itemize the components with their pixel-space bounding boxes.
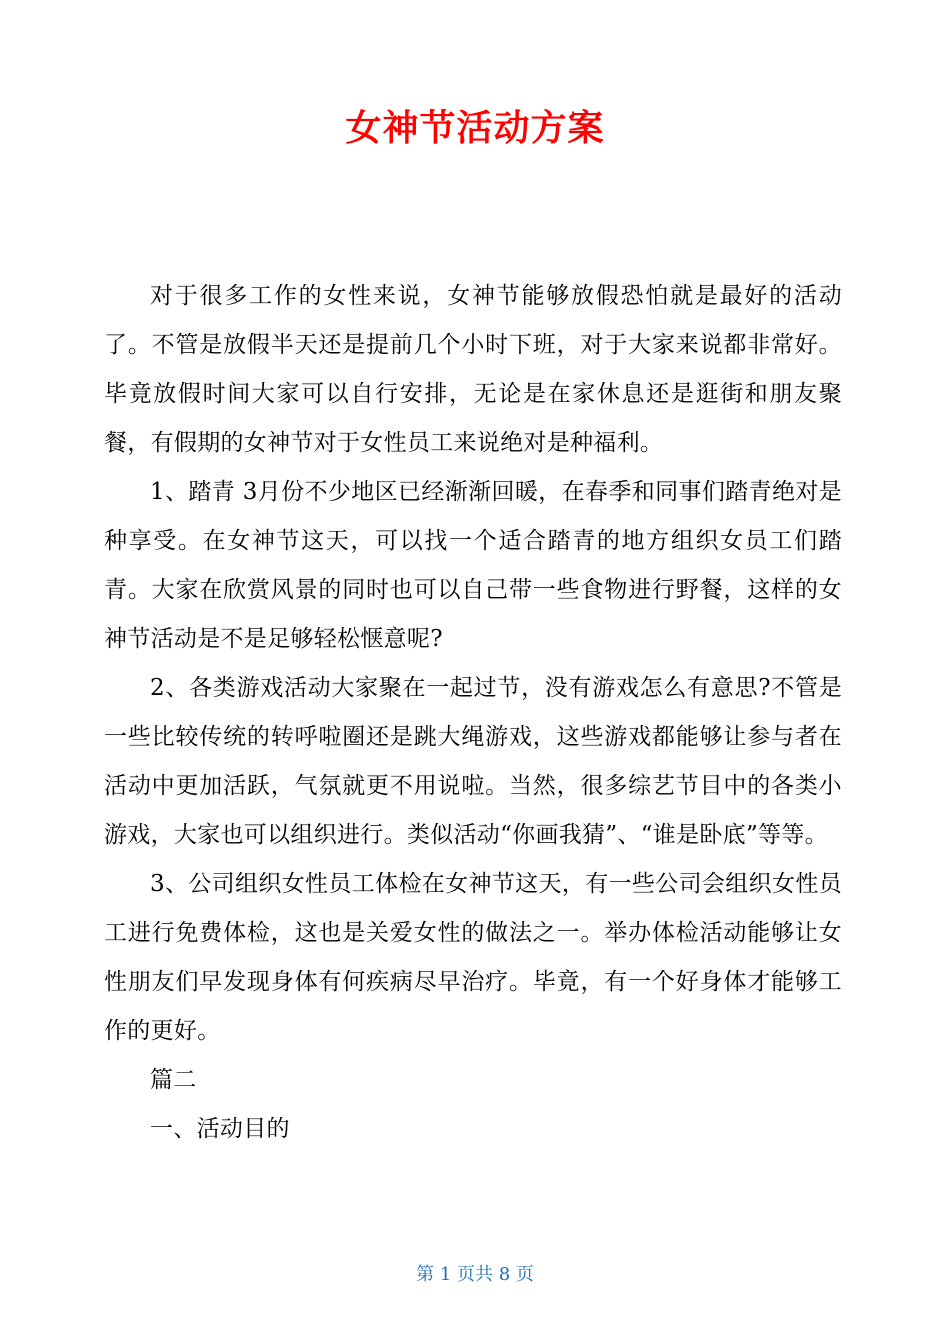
section-heading-part-two: 篇二	[150, 1067, 197, 1093]
paragraph-intro: 对于很多工作的女性来说，女神节能够放假恐怕就是最好的活动了。不管是放假半天还是提前几个小时下班，对于大家来说都非常好。毕竟放假时间大家可以自行安排，无论是在家休息还是逛街和朋友聚餐，有假期的女神节对于女性员工来说绝对是种福利。	[104, 283, 842, 456]
paragraph-item-2: 2、各类游戏活动大家聚在一起过节，没有游戏怎么有意思?不管是一些比较传统的转呼啦圈还是跳大绳游戏，这些游戏都能够让参与者在活动中更加活跃，气氛就更不用说啦。当然，很多综艺节目中的各类小游戏，大家也可以组织进行。类似活动“你画我猜”、“谁是卧底”等等。	[104, 675, 842, 848]
document-body	[104, 272, 842, 1154]
section-heading-purpose: 一、活动目的	[150, 1116, 290, 1142]
document-title: 女神节活动方案	[345, 108, 605, 149]
page-number-footer: 第 1 页共 8 页	[416, 1264, 534, 1285]
paragraph-item-1: 1、踏青 3月份不少地区已经渐渐回暖，在春季和同事们踏青绝对是种享受。在女神节这天，可以找一个适合踏青的地方组织女员工们踏青。大家在欣赏风景的同时也可以自己带一些食物进行野餐，这样的女神节活动是不是足够轻松惬意呢?	[104, 479, 842, 652]
paragraph-item-3: 3、公司组织女性员工体检在女神节这天，有一些公司会组织女性员工进行免费体检，这也是关爱女性的做法之一。举办体检活动能够让女性朋友们早发现身体有何疾病尽早治疗。毕竟，有一个好身体才能够工作的更好。	[104, 871, 842, 1044]
